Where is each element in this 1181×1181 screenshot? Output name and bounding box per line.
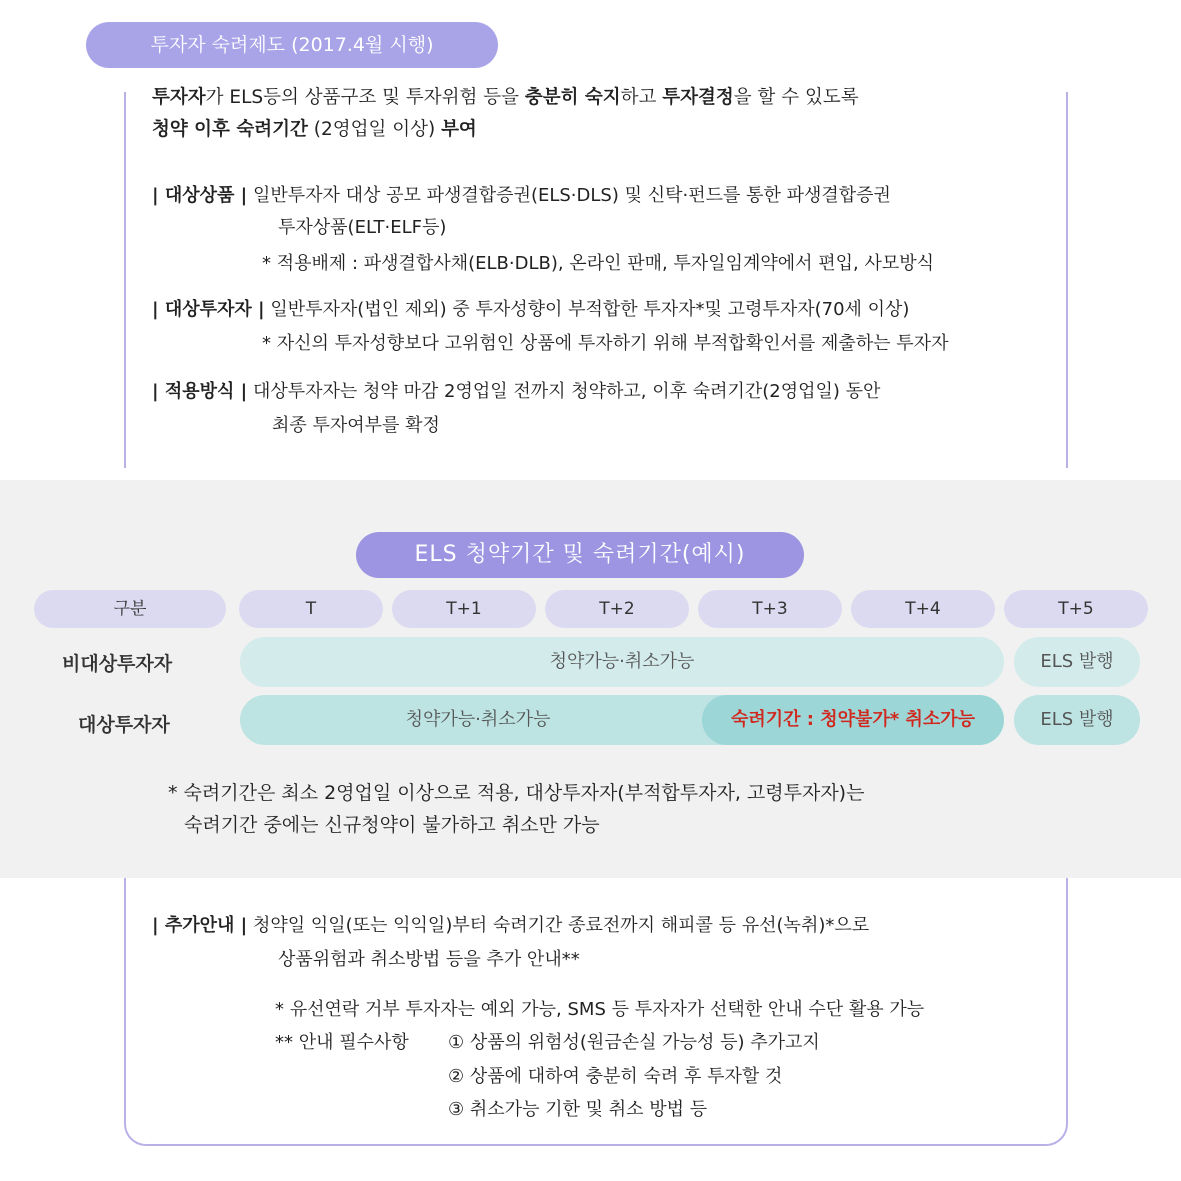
header-t4: T+4	[851, 590, 995, 628]
method-label: | 적용방식 |	[152, 381, 248, 402]
intro-bold-period: 청약 이후 숙려기간	[152, 119, 308, 140]
timeline-note-2: 숙려기간 중에는 신규청약이 불가하고 취소만 가능	[184, 814, 600, 836]
intro-bold-understand: 충분히 숙지	[524, 87, 621, 108]
investor-row	[152, 294, 909, 326]
non-target-issue-bar: ELS 발행	[1014, 637, 1140, 687]
method-line-2: 최종 투자여부를 확정	[272, 415, 440, 436]
product-line-2: 투자상품(ELT·ELF등)	[278, 217, 447, 238]
method-row	[152, 376, 880, 408]
intro-text-2: 하고	[620, 87, 663, 108]
timeline-note-1: * 숙려기간은 최소 2영업일 이상으로 적용, 대상투자자(부적합투자자, 고령투자자)는	[168, 782, 865, 804]
intro-text-4: (2영업일 이상)	[307, 119, 442, 140]
intro-bold-grant: 부여	[441, 119, 477, 140]
intro-text-3: 을 할 수 있도록	[733, 87, 859, 108]
row-label-target: 대상투자자	[78, 714, 170, 736]
intro-line-1	[152, 82, 859, 114]
section-title-badge: 투자자 숙려제도 (2017.4월 시행)	[86, 22, 498, 68]
header-t3: T+3	[698, 590, 842, 628]
intro-text-1: 가 ELS등의 상품구조 및 투자위험 등을	[205, 87, 525, 108]
investor-line-1: 일반투자자(법인 제외) 중 투자성향이 부적합한 투자자*및 고령투자자(70세 이상)	[270, 299, 910, 320]
extra-line-2: 상품위험과 취소방법 등을 추가 안내**	[278, 949, 580, 970]
investor-note: * 자신의 투자성향보다 고위험인 상품에 투자하기 위해 부적합확인서를 제출하는 투자자	[262, 333, 949, 354]
required-item-3: ③ 취소가능 기한 및 취소 방법 등	[448, 1099, 708, 1120]
required-item-2: ② 상품에 대하여 충분히 숙려 후 투자할 것	[448, 1066, 783, 1087]
timeline-title-badge: ELS 청약기간 및 숙려기간(예시)	[356, 532, 804, 578]
required-item-1: ① 상품의 위험성(원금손실 가능성 등) 추가고지	[448, 1032, 820, 1053]
timeline-note	[168, 777, 864, 841]
extra-row	[152, 910, 869, 942]
intro-bold-decision: 투자결정	[662, 87, 734, 108]
header-t2: T+2	[545, 590, 689, 628]
target-period-text: 청약가능·취소가능	[405, 709, 551, 730]
extra-note-1: * 유선연락 거부 투자자는 예외 가능, SMS 등 투자자가 선택한 안내 수단 활용 가능	[275, 999, 925, 1020]
extra-label: | 추가안내 |	[152, 915, 248, 936]
investor-label: | 대상투자자 |	[152, 299, 265, 320]
top-frame	[124, 92, 1068, 468]
header-t5: T+5	[1004, 590, 1148, 628]
intro-text	[152, 82, 859, 146]
header-category: 구분	[34, 590, 226, 628]
product-row	[152, 180, 891, 212]
non-target-period-bar: 청약가능·취소가능	[240, 637, 1004, 687]
cooling-period-bar: 숙려기간 : 청약불가* 취소가능	[702, 695, 1004, 745]
header-t1: T+1	[392, 590, 536, 628]
intro-line-2	[152, 114, 859, 146]
target-issue-bar: ELS 발행	[1014, 695, 1140, 745]
product-line-1: 일반투자자 대상 공모 파생결합증권(ELS·DLS) 및 신탁·펀드를 통한 파생결합증권	[252, 185, 891, 206]
method-line-1: 대상투자자는 청약 마감 2영업일 전까지 청약하고, 이후 숙려기간(2영업일) 동안	[252, 381, 881, 402]
product-label: | 대상상품 |	[152, 185, 248, 206]
row-label-non-target: 비대상투자자	[62, 653, 173, 675]
extra-note-2-label: ** 안내 필수사항	[275, 1032, 409, 1053]
extra-line-1: 청약일 익일(또는 익익일)부터 숙려기간 종료전까지 해피콜 등 유선(녹취)*으로	[252, 915, 870, 936]
intro-bold-investor: 투자자	[152, 87, 206, 108]
product-note: * 적용배제 : 파생결합사채(ELB·DLB), 온라인 판매, 투자일임계약에서 편입, 사모방식	[262, 253, 935, 274]
header-t: T	[239, 590, 383, 628]
